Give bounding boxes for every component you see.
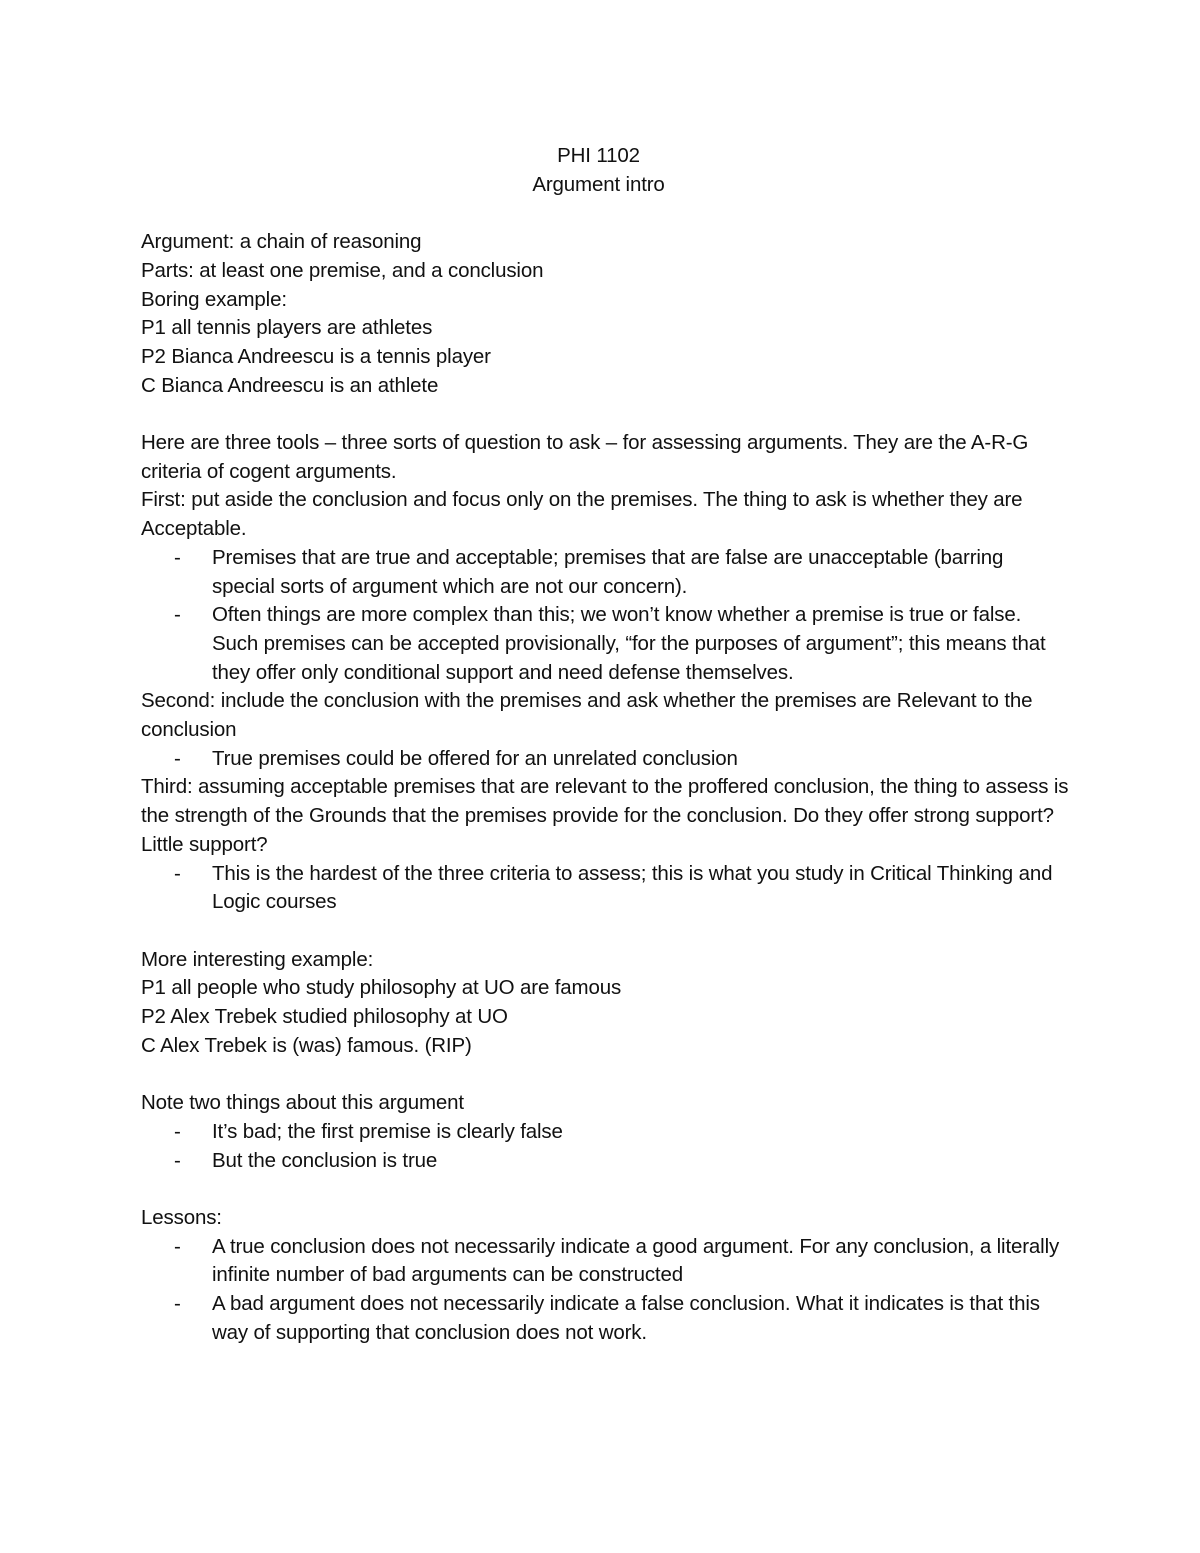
course-code: PHI 1102: [557, 144, 640, 167]
second-example-premise-1: P1 all people who study philosophy at UO are famous: [141, 976, 622, 1000]
example-label: Boring example:: [141, 287, 287, 311]
document-content: [141, 142, 1071, 1347]
list-item: - True premises could be offered for an unrelated conclusion: [141, 745, 1071, 774]
example-premise-2: P2 Bianca Andreescu is a tennis player: [141, 344, 491, 368]
second-bullets: [141, 745, 1071, 774]
list-item: - A true conclusion does not necessarily indicate a good argument. For any conclusion, a literally infinite number of bad arguments can be constructed: [141, 1233, 1071, 1290]
second-example-premise-2: P2 Alex Trebek studied philosophy at UO: [141, 1005, 508, 1029]
lessons-bullets: [141, 1233, 1071, 1348]
spacer: [141, 917, 1071, 946]
spacer: [141, 1175, 1071, 1204]
list-item: - This is the hardest of the three criteria to assess; this is what you study in Critical Thinking and Logic courses: [141, 860, 1071, 917]
list-item: - A bad argument does not necessarily indicate a false conclusion. What it indicates is that this way of supporting that conclusion does not work.: [141, 1290, 1071, 1347]
spacer: [141, 400, 1071, 429]
list-item: - Premises that are true and acceptable; premises that are false are unacceptable (barring special sorts of argument which are not our concern).: [141, 544, 1071, 601]
criterion-third: Third: assuming acceptable premises that are relevant to the proffered conclusion, the thing to assess is the strength of the Grounds that the premises provide for the conclusion. Do they offer strong support? Little support?: [141, 775, 1069, 856]
example-premise-1: P1 all tennis players are athletes: [141, 316, 433, 340]
list-item: - But the conclusion is true: [141, 1147, 1071, 1176]
document-title: Argument intro: [532, 172, 665, 196]
criteria-intro: Here are three tools – three sorts of question to ask – for assessing arguments. They are the A-R-G criteria of cogent arguments.: [141, 431, 1029, 483]
example-conclusion: C Bianca Andreescu is an athlete: [141, 373, 439, 397]
third-bullets: [141, 860, 1071, 917]
notes-label: Note two things about this argument: [141, 1091, 464, 1115]
list-item: - Often things are more complex than this; we won’t know whether a premise is true or false. Such premises can be accepted provisionally, “for the purposes of argument”; this means that they offer only conditional support and need defense themselves.: [141, 601, 1071, 687]
second-example-label: More interesting example:: [141, 947, 374, 971]
spacer: [141, 1060, 1071, 1089]
lessons-label: Lessons:: [141, 1205, 222, 1229]
second-example-conclusion: C Alex Trebek is (was) famous. (RIP): [141, 1033, 472, 1057]
argument-definition: Argument: a chain of reasoning: [141, 230, 422, 254]
notes-bullets: [141, 1118, 1071, 1175]
list-item: - It’s bad; the first premise is clearly false: [141, 1118, 1071, 1147]
argument-parts: Parts: at least one premise, and a conclusion: [141, 258, 544, 282]
first-bullets: [141, 544, 1071, 688]
spacer: [141, 199, 1071, 228]
criterion-first: First: put aside the conclusion and focus only on the premises. The thing to ask is whether they are Acceptable.: [141, 488, 1023, 541]
criterion-second: Second: include the conclusion with the premises and ask whether the premises are Relevant to the conclusion: [141, 689, 1033, 742]
